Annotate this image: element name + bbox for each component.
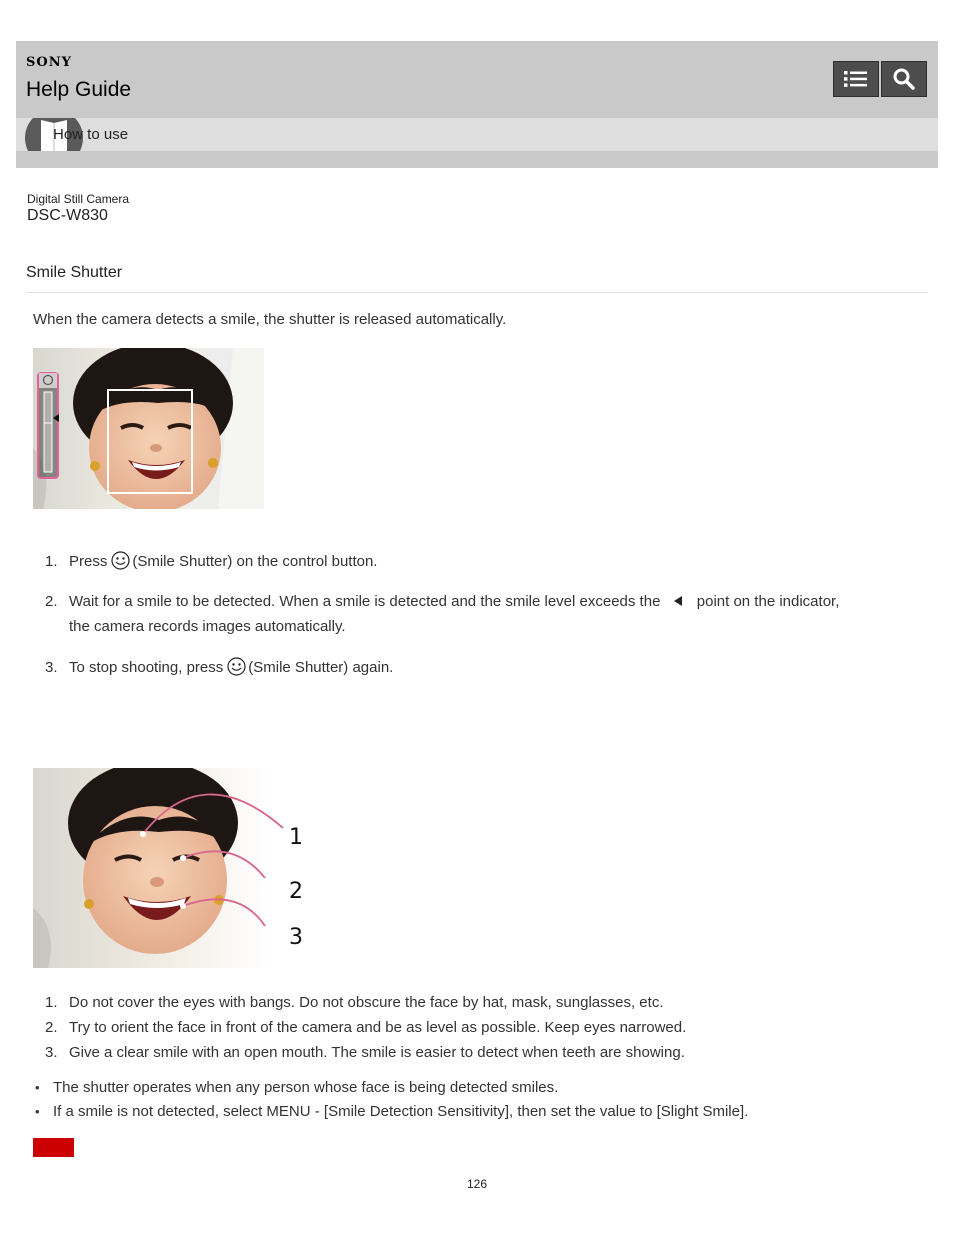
- diagram-label-1: 1: [289, 825, 303, 850]
- intro-text: When the camera detects a smile, the shutter is released automatically.: [33, 311, 507, 328]
- contents-list-button[interactable]: [833, 61, 879, 97]
- tip-number: 2.: [45, 1019, 58, 1036]
- back-to-top-button[interactable]: [33, 1138, 74, 1157]
- tip-text: Try to orient the face in front of the camera and be as level as possible. Keep eyes narrowed.: [69, 1019, 687, 1036]
- step-text: Wait for a smile to be detected. When a smile is detected and the smile level exceeds the: [69, 593, 661, 610]
- sony-logo[interactable]: SONY: [26, 55, 72, 70]
- step-number: 1.: [45, 553, 58, 570]
- step-2: [33, 589, 923, 639]
- bullet: •: [35, 1104, 40, 1119]
- diagram-label-3: 3: [289, 925, 303, 950]
- breadcrumb-how-to-use[interactable]: How to use: [53, 126, 129, 143]
- step-text: (Smile Shutter) again.: [248, 659, 394, 676]
- product-type: Digital Still Camera: [27, 192, 130, 206]
- page-number: 126: [466, 1177, 488, 1191]
- step-text: point on the indicator,: [696, 593, 840, 610]
- smile-detection-photo: [33, 348, 264, 509]
- list-icon: [843, 69, 869, 89]
- tip-text: Do not cover the eyes with bangs. Do not obscure the face by hat, mask, sunglasses, etc.: [69, 994, 664, 1011]
- step-number: 3.: [45, 659, 58, 676]
- smile-shutter-icon: [111, 551, 130, 570]
- step-text: To stop shooting, press: [69, 659, 224, 676]
- bullet: •: [35, 1080, 40, 1095]
- step-number: 2.: [45, 593, 58, 610]
- tip-text: Give a clear smile with an open mouth. The smile is easier to detect when teeth are showing.: [69, 1044, 685, 1061]
- diagram-label-2: 2: [289, 879, 303, 904]
- model-name: DSC-W830: [27, 207, 108, 224]
- note-text: If a smile is not detected, select MENU - [Smile Detection Sensitivity], then set the value to [Slight Smile].: [53, 1103, 749, 1120]
- title-divider: [26, 292, 928, 293]
- search-icon: [892, 67, 916, 91]
- smile-shutter-icon: [227, 657, 246, 676]
- indicator-point-icon: [671, 594, 687, 608]
- step-text-continued: the camera records images automatically.: [69, 618, 346, 635]
- step-text: Press: [69, 553, 108, 570]
- smile-tips-diagram: [33, 768, 308, 968]
- step-text: (Smile Shutter) on the control button.: [132, 553, 378, 570]
- search-button[interactable]: [881, 61, 927, 97]
- tip-number: 3.: [45, 1044, 58, 1061]
- page-title: Smile Shutter: [26, 264, 123, 281]
- breadcrumb-bar: [16, 118, 938, 151]
- note-text: The shutter operates when any person whose face is being detected smiles.: [53, 1079, 559, 1096]
- tip-number: 1.: [45, 994, 58, 1011]
- help-guide-title[interactable]: Help Guide: [26, 78, 132, 101]
